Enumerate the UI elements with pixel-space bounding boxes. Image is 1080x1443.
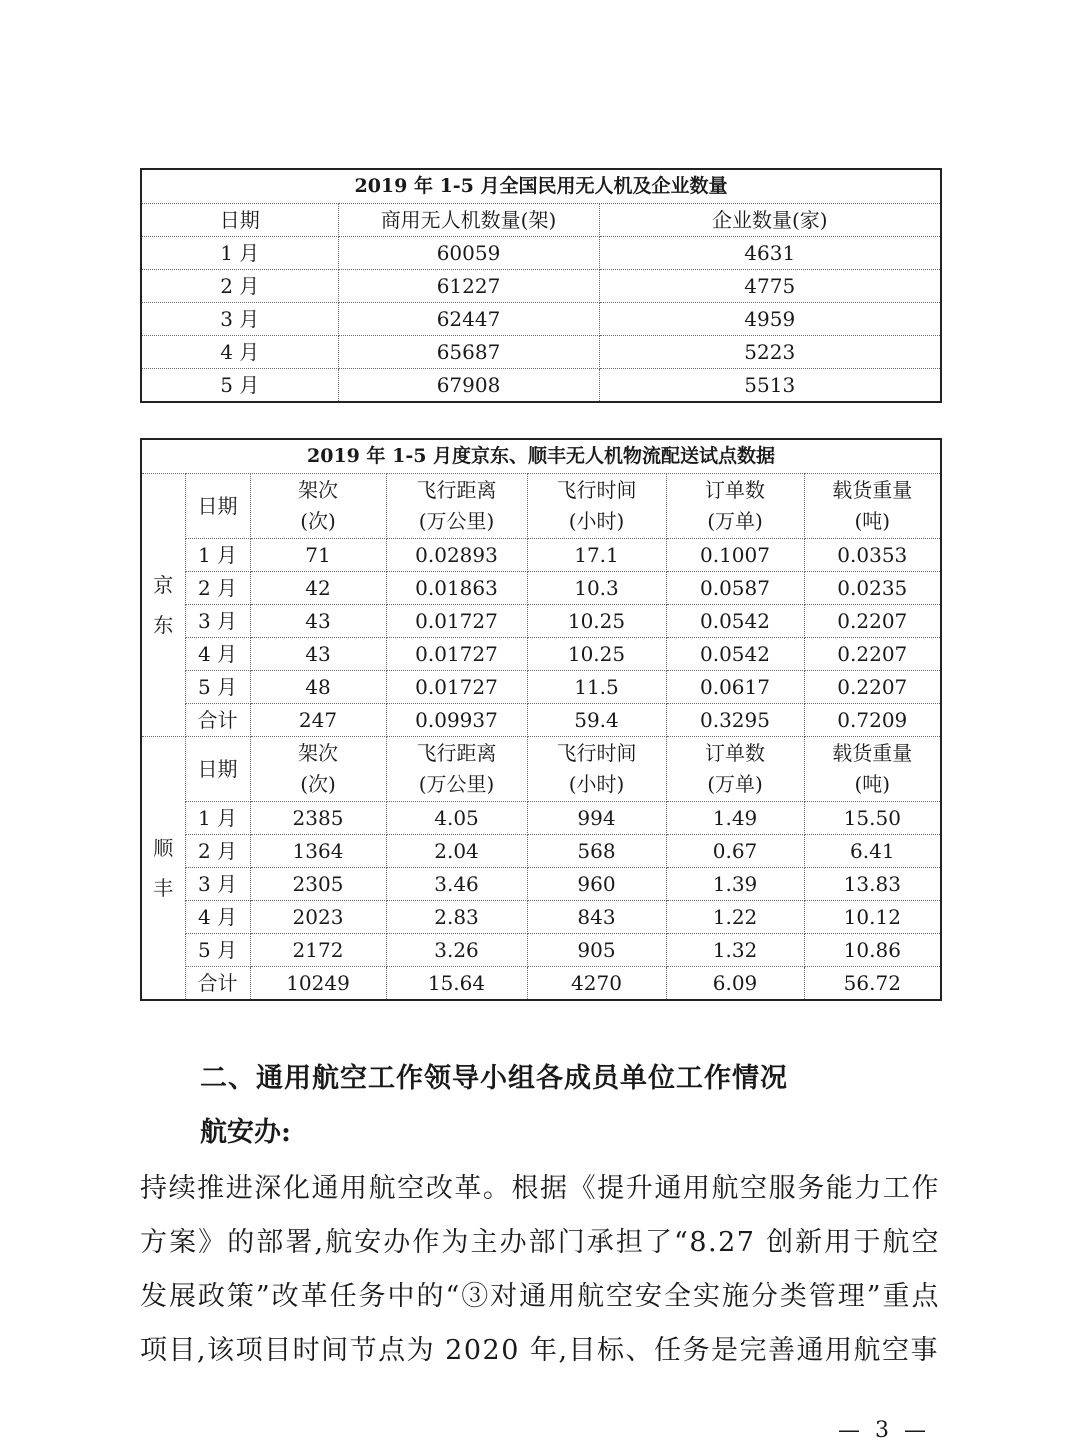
table-cell: 56.72 xyxy=(804,967,941,1001)
column-header: 飞行时间 (小时) xyxy=(527,474,666,539)
table-cell: 合计 xyxy=(185,967,250,1001)
table-cell: 0.0617 xyxy=(666,671,804,704)
table-cell: 4775 xyxy=(599,270,941,303)
table-cell: 10.25 xyxy=(527,638,666,671)
table-cell: 17.1 xyxy=(527,539,666,572)
column-header: 订单数 (万单) xyxy=(666,737,804,802)
table-row xyxy=(141,868,941,901)
table-cell: 43 xyxy=(250,605,386,638)
table-cell: 5513 xyxy=(599,369,941,403)
table-cell: 1.39 xyxy=(666,868,804,901)
table-cell: 71 xyxy=(250,539,386,572)
table-cell: 843 xyxy=(527,901,666,934)
table-cell: 0.3295 xyxy=(666,704,804,737)
table-cell: 0.0235 xyxy=(804,572,941,605)
page-number: — 3 — xyxy=(838,1418,930,1443)
column-header: 架次 (次) xyxy=(250,474,386,539)
table-cell: 1.32 xyxy=(666,934,804,967)
table-cell: 2 月 xyxy=(185,572,250,605)
table-cell: 62447 xyxy=(338,303,599,336)
table-cell: 合计 xyxy=(185,704,250,737)
table-row xyxy=(141,605,941,638)
table-cell: 1 月 xyxy=(141,237,338,270)
table-cell: 59.4 xyxy=(527,704,666,737)
table-cell: 10.25 xyxy=(527,605,666,638)
table-row xyxy=(141,671,941,704)
table-cell: 2.04 xyxy=(386,835,527,868)
table-cell: 3 月 xyxy=(185,868,250,901)
column-header: 飞行距离 (万公里) xyxy=(386,474,527,539)
table-cell: 6.09 xyxy=(666,967,804,1001)
table-cell: 0.2207 xyxy=(804,605,941,638)
column-header: 飞行距离 (万公里) xyxy=(386,737,527,802)
table-cell: 960 xyxy=(527,868,666,901)
table-cell: 0.0353 xyxy=(804,539,941,572)
table-row xyxy=(141,237,941,270)
table-cell: 5 月 xyxy=(141,369,338,403)
table-cell: 4270 xyxy=(527,967,666,1001)
table-cell: 0.2207 xyxy=(804,638,941,671)
table-cell: 10249 xyxy=(250,967,386,1001)
table-cell: 2172 xyxy=(250,934,386,967)
table-row xyxy=(141,572,941,605)
table-cell: 67908 xyxy=(338,369,599,403)
table-cell: 5 月 xyxy=(185,934,250,967)
table-row xyxy=(141,835,941,868)
table-cell: 1 月 xyxy=(185,802,250,835)
table-cell: 994 xyxy=(527,802,666,835)
table-cell: 13.83 xyxy=(804,868,941,901)
column-header: 日期 xyxy=(185,737,250,802)
table-cell: 3.46 xyxy=(386,868,527,901)
drone-enterprise-table xyxy=(140,168,942,403)
table-cell: 15.50 xyxy=(804,802,941,835)
section-heading: 二、通用航空工作领导小组各成员单位工作情况 xyxy=(200,1063,788,1094)
subsection-heading: 航安办: xyxy=(200,1117,291,1148)
table-cell: 4 月 xyxy=(185,638,250,671)
table-cell: 0.01727 xyxy=(386,638,527,671)
table-row xyxy=(141,704,941,737)
column-header: 日期 xyxy=(185,474,250,539)
table-cell: 3.26 xyxy=(386,934,527,967)
table-cell: 4631 xyxy=(599,237,941,270)
table-cell: 11.5 xyxy=(527,671,666,704)
table-cell: 4 月 xyxy=(141,336,338,369)
table-cell: 0.01727 xyxy=(386,671,527,704)
table-cell: 0.01863 xyxy=(386,572,527,605)
table-row xyxy=(141,934,941,967)
table-cell: 2305 xyxy=(250,868,386,901)
table-row xyxy=(141,539,941,572)
table-row xyxy=(141,901,941,934)
company-label-jd: 京 东 xyxy=(141,474,185,737)
table-title: 2019 年 1-5 月全国民用无人机及企业数量 xyxy=(141,169,941,204)
table-row xyxy=(141,369,941,403)
table-cell: 10.3 xyxy=(527,572,666,605)
table-cell: 0.67 xyxy=(666,835,804,868)
table-cell: 1364 xyxy=(250,835,386,868)
table-row xyxy=(141,303,941,336)
table-cell: 48 xyxy=(250,671,386,704)
table-title: 2019 年 1-5 月度京东、顺丰无人机物流配送试点数据 xyxy=(141,439,941,474)
table-cell: 2 月 xyxy=(141,270,338,303)
body-paragraph: 持续推进深化通用航空改革。根据《提升通用航空服务能力工作方案》的部署,航安办作为主办部门承担了“8.27 创新用于航空发展政策”改革任务中的“③对通用航空安全实施分类管理”重点项目,该项目时间节点为 2020 年,目标、任务是完善通用航空事 xyxy=(140,1173,940,1366)
table-cell: 568 xyxy=(527,835,666,868)
delivery-pilot-table xyxy=(140,438,942,1001)
table-row xyxy=(141,967,941,1001)
column-header: 架次 (次) xyxy=(250,737,386,802)
table-cell: 60059 xyxy=(338,237,599,270)
column-header: 载货重量 (吨) xyxy=(804,474,941,539)
column-header: 飞行时间 (小时) xyxy=(527,737,666,802)
table-cell: 3 月 xyxy=(141,303,338,336)
table-cell: 1 月 xyxy=(185,539,250,572)
column-header: 日期 xyxy=(141,204,338,237)
table-cell: 905 xyxy=(527,934,666,967)
table-cell: 0.7209 xyxy=(804,704,941,737)
table-row xyxy=(141,638,941,671)
column-header: 商用无人机数量(架) xyxy=(338,204,599,237)
column-header: 企业数量(家) xyxy=(599,204,941,237)
table-cell: 2.83 xyxy=(386,901,527,934)
table-cell: 2023 xyxy=(250,901,386,934)
table-cell: 0.01727 xyxy=(386,605,527,638)
table-cell: 4 月 xyxy=(185,901,250,934)
table-cell: 5 月 xyxy=(185,671,250,704)
table-cell: 43 xyxy=(250,638,386,671)
table-cell: 4959 xyxy=(599,303,941,336)
table-cell: 0.2207 xyxy=(804,671,941,704)
table-row xyxy=(141,802,941,835)
table-row xyxy=(141,270,941,303)
table-cell: 5223 xyxy=(599,336,941,369)
table-cell: 1.49 xyxy=(666,802,804,835)
table-cell: 0.0542 xyxy=(666,638,804,671)
table-cell: 4.05 xyxy=(386,802,527,835)
table-cell: 247 xyxy=(250,704,386,737)
table-cell: 2 月 xyxy=(185,835,250,868)
table-cell: 10.86 xyxy=(804,934,941,967)
table-cell: 0.0587 xyxy=(666,572,804,605)
table-cell: 61227 xyxy=(338,270,599,303)
table-cell: 6.41 xyxy=(804,835,941,868)
table-row xyxy=(141,336,941,369)
table-cell: 42 xyxy=(250,572,386,605)
column-header: 载货重量 (吨) xyxy=(804,737,941,802)
table-cell: 0.02893 xyxy=(386,539,527,572)
company-label-sf: 顺 丰 xyxy=(141,737,185,1001)
table-cell: 0.09937 xyxy=(386,704,527,737)
table-cell: 1.22 xyxy=(666,901,804,934)
table-cell: 0.0542 xyxy=(666,605,804,638)
table-cell: 10.12 xyxy=(804,901,941,934)
table-cell: 3 月 xyxy=(185,605,250,638)
column-header: 订单数 (万单) xyxy=(666,474,804,539)
table-cell: 0.1007 xyxy=(666,539,804,572)
table-cell: 65687 xyxy=(338,336,599,369)
table-cell: 2385 xyxy=(250,802,386,835)
table-cell: 15.64 xyxy=(386,967,527,1001)
